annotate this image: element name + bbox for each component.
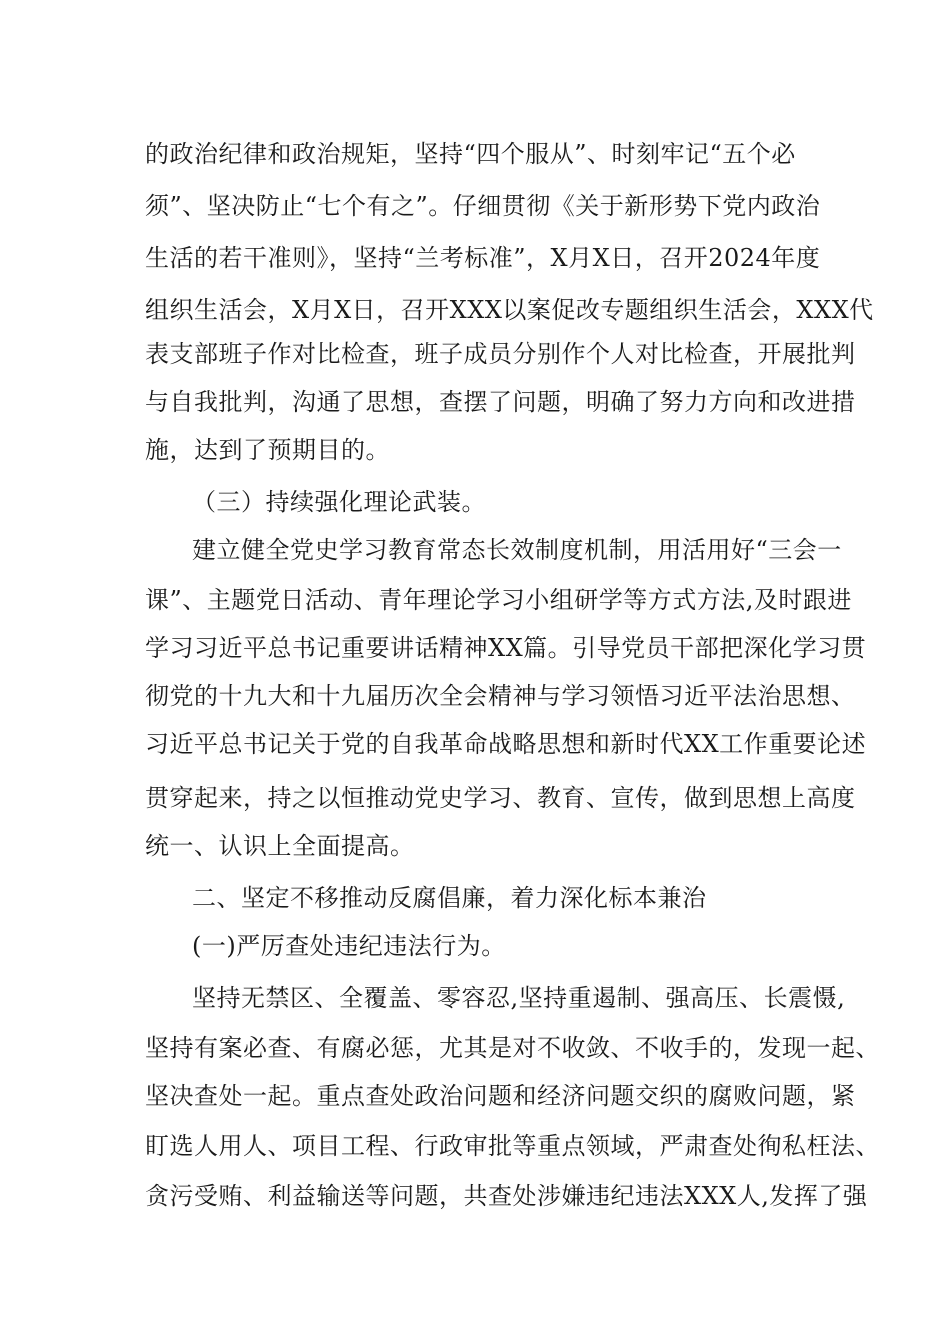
body-text-line: 生活的若干准则》，坚持“兰考标准”，X月X日，召开2024年度 [145, 244, 821, 272]
body-text-line: 表支部班子作对比检查，班子成员分别作个人对比检查，开展批判 [145, 340, 856, 368]
section-heading: (一)严厉查处违纪违法行为。 [192, 932, 506, 960]
body-text-line: 施，达到了预期目的。 [145, 436, 390, 464]
body-text-line: 统一、认识上全面提高。 [145, 832, 415, 860]
chapter-heading: 二、坚定不移推动反腐倡廉，着力深化标本兼治 [192, 884, 707, 912]
paragraph-start-line: 坚持无禁区、全覆盖、零容忍,坚持重遏制、强高压、长震慑, [192, 984, 846, 1012]
body-text-line: 盯选人用人、项目工程、行政审批等重点领域，严肃查处徇私枉法、 [145, 1132, 880, 1160]
section-heading: （三）持续强化理论武装。 [192, 488, 486, 516]
body-text-line: 学习习近平总书记重要讲话精神XX篇。引导党员干部把深化学习贯 [145, 634, 867, 662]
paragraph-start-line: 建立健全党史学习教育常态长效制度机制，用活用好“三会一 [192, 536, 842, 564]
body-text-line: 习近平总书记关于党的自我革命战略思想和新时代XX工作重要论述 [145, 730, 867, 758]
body-text-line: 与自我批判，沟通了思想，查摆了问题，明确了努力方向和改进措 [145, 388, 856, 416]
body-text-line: 坚决查处一起。重点查处政治问题和经济问题交织的腐败问题，紧 [145, 1082, 856, 1110]
body-text-line: 贯穿起来，持之以恒推动党史学习、教育、宣传，做到思想上高度 [145, 784, 856, 812]
body-text-line: 课”、主题党日活动、青年理论学习小组研学等方式方法,及时跟进 [145, 586, 852, 614]
body-text-line: 的政治纪律和政治规矩，坚持“四个服从”、时刻牢记“五个必 [145, 140, 796, 168]
body-text-line: 组织生活会，X月X日，召开XXX以案促改专题组织生活会，XXX代 [145, 296, 874, 324]
body-text-line: 彻党的十九大和十九届历次全会精神与学习领悟习近平法治思想、 [145, 682, 856, 710]
body-text-line: 须”、坚决防止“七个有之”。仔细贯彻《关于新形势下党内政治 [145, 192, 821, 220]
body-text-line: 坚持有案必查、有腐必惩，尤其是对不收敛、不收手的，发现一起、 [145, 1034, 880, 1062]
body-text-line: 贪污受贿、利益输送等问题，共查处涉嫌违纪违法XXX人,发挥了强 [145, 1182, 868, 1210]
